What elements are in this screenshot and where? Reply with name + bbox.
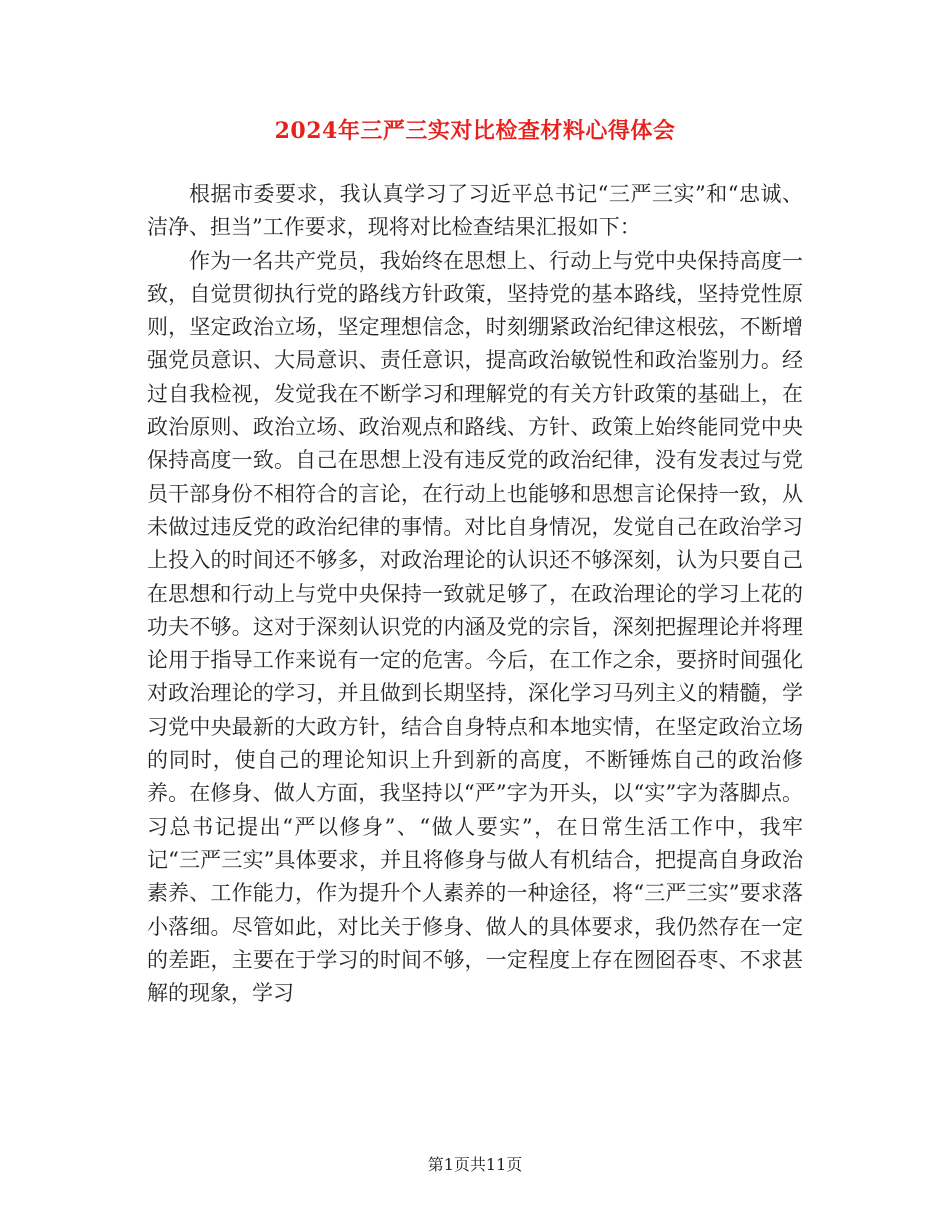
- paragraph-main: 作为一名共产党员，我始终在思想上、行动上与党中央保持高度一致，自觉贯彻执行党的路线方针政策，坚持党的基本路线，坚持党性原则，坚定政治立场，坚定理想信念，时刻绷紧政治纪律这根弦，不断增强党员意识、大局意识、责任意识，提高政治敏锐性和政治鉴别力。经过自我检视，发觉我在不断学习和理解党的有关方针政策的基础上，在政治原则、政治立场、政治观点和路线、方针、政策上始终能同党中央保持高度一致。自己在思想上没有违反党的政治纪律，没有发表过与党员干部身份不相符合的言论，在行动上也能够和思想言论保持一致，从未做过违反党的政治纪律的事情。对比自身情况，发觉自己在政治学习上投入的时间还不够多，对政治理论的认识还不够深刻，认为只要自己在思想和行动上与党中央保持一致就足够了，在政治理论的学习上花的功夫不够。这对于深刻认识党的内涵及党的宗旨，深刻把握理论并将理论用于指导工作来说有一定的危害。今后，在工作之余，要挤时间强化对政治理论的学习，并且做到长期坚持，深化学习马列主义的精髓，学习党中央最新的大政方针，结合自身特点和本地实情，在坚定政治立场的同时，使自己的理论知识上升到新的高度，不断锤炼自己的政治修养。在修身、做人方面，我坚持以“严”字为开头，以“实”字为落脚点。习总书记提出“严以修身”、“做人要实”，在日常生活工作中，我牢记“三严三实”具体要求，并且将修身与做人有机结合，把提高自身政治素养、工作能力，作为提升个人素养的一种途径，将“三严三实”要求落小落细。尽管如此，对比关于修身、做人的具体要求，我仍然存在一定的差距，主要在于学习的时间不够，一定程度上存在囫囵吞枣、不求甚解的现象，学习: [147, 248, 803, 1006]
- paragraph-intro: 根据市委要求，我认真学习了习近平总书记“三严三实”和“忠诚、洁净、担当”工作要求，现将对比检查结果汇报如下：: [147, 182, 803, 240]
- document-body: [147, 178, 803, 1010]
- page-number-footer: 第1页共11页: [427, 1155, 523, 1174]
- document-title: 2024年三严三实对比检查材料心得体会: [274, 118, 676, 144]
